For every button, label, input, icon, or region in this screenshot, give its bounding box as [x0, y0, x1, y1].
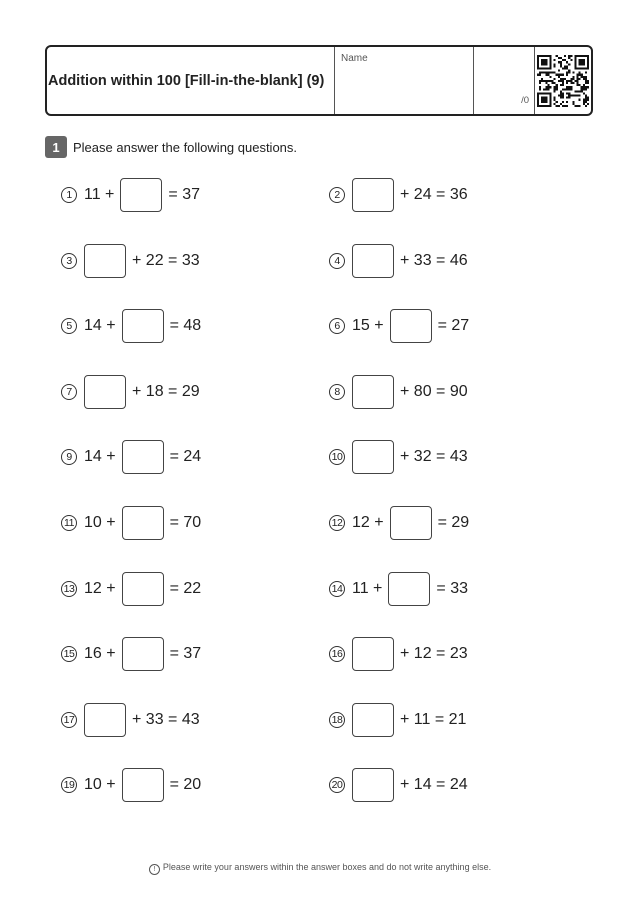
problem-item — [329, 767, 468, 803]
plus-sign: + — [132, 251, 146, 269]
problem-item — [61, 571, 201, 607]
section-number: 1 — [45, 136, 67, 158]
plus-sign: + — [101, 448, 116, 466]
equals-sign: = — [431, 645, 450, 663]
sum: 24 — [449, 776, 468, 794]
plus-sign: + — [132, 382, 146, 400]
answer-box[interactable] — [390, 309, 432, 343]
info-icon: ! — [149, 864, 160, 875]
sum: 23 — [449, 645, 468, 663]
equals-sign: = — [169, 579, 184, 597]
addend: 12 — [413, 645, 432, 663]
problem-number: 11 — [61, 515, 77, 531]
problem-number: 12 — [329, 515, 345, 531]
problem-item — [329, 177, 468, 213]
score-label: /0 — [521, 95, 529, 106]
answer-box[interactable] — [122, 440, 164, 474]
sum: 33 — [450, 579, 468, 597]
addend: 24 — [413, 186, 432, 203]
addend: 18 — [145, 382, 164, 400]
problem-item — [61, 636, 201, 672]
equals-sign: = — [169, 776, 184, 794]
footer-note — [0, 862, 640, 875]
answer-box[interactable] — [352, 244, 394, 278]
problem-number: 4 — [329, 253, 345, 269]
problem-number: 16 — [329, 646, 345, 662]
equals-sign: = — [163, 710, 182, 728]
sum: 43 — [181, 710, 200, 728]
problem-item — [329, 243, 468, 279]
problem-number: 6 — [329, 318, 345, 334]
problem-item — [61, 505, 201, 541]
addend: 14 — [413, 776, 432, 794]
name-field[interactable] — [335, 47, 474, 114]
sum: 22 — [183, 579, 202, 597]
addend: 16 — [84, 645, 102, 663]
problem-number: 5 — [61, 318, 77, 334]
sum: 90 — [449, 382, 468, 400]
problem-item — [329, 505, 469, 541]
answer-box[interactable] — [84, 375, 126, 409]
problem-item — [61, 767, 201, 803]
sum: 33 — [181, 251, 200, 269]
addend: 80 — [413, 382, 432, 400]
answer-box[interactable] — [122, 637, 164, 671]
problem-item — [329, 374, 468, 410]
problem-number: 13 — [61, 581, 77, 597]
equals-sign: = — [169, 448, 184, 466]
equals-sign: = — [431, 382, 450, 400]
problem-number: 10 — [329, 449, 345, 465]
plus-sign: + — [100, 186, 115, 203]
problem-item — [61, 308, 201, 344]
name-label: Name — [341, 53, 368, 64]
addend: 11 — [413, 710, 431, 728]
equals-sign: = — [431, 251, 450, 269]
answer-box[interactable] — [122, 309, 164, 343]
addend: 33 — [145, 710, 164, 728]
addend: 15 — [352, 317, 370, 335]
problem-number: 7 — [61, 384, 77, 400]
equals-sign: = — [163, 382, 182, 400]
problem-number: 1 — [61, 187, 77, 203]
sum: 24 — [183, 448, 202, 466]
addend: 14 — [84, 317, 102, 335]
sum: 29 — [181, 382, 200, 400]
sum: 46 — [449, 251, 468, 269]
addend: 12 — [352, 514, 370, 531]
equals-sign: = — [163, 251, 182, 269]
equals-sign: = — [436, 579, 451, 597]
problem-item — [61, 439, 201, 475]
worksheet-title: Addition within 100 [Fill-in-the-blank] (9) — [47, 47, 335, 114]
problem-item — [329, 636, 468, 672]
problem-item — [329, 439, 468, 475]
sum: 20 — [183, 776, 202, 794]
sum: 70 — [183, 514, 202, 531]
problem-item — [61, 243, 200, 279]
problem-item — [61, 702, 200, 738]
plus-sign: + — [101, 645, 116, 663]
answer-box[interactable] — [390, 506, 432, 540]
answer-box[interactable] — [122, 506, 164, 540]
problem-number: 19 — [61, 777, 77, 793]
answer-box[interactable] — [352, 440, 394, 474]
problem-number: 3 — [61, 253, 77, 269]
problem-item — [329, 571, 468, 607]
problem-item — [329, 702, 466, 738]
sum: 37 — [182, 186, 200, 203]
equals-sign: = — [169, 514, 184, 531]
problem-number: 8 — [329, 384, 345, 400]
plus-sign: + — [369, 514, 384, 531]
problem-number: 17 — [61, 712, 77, 728]
problem-item — [61, 374, 200, 410]
answer-box[interactable] — [84, 244, 126, 278]
equals-sign: = — [437, 317, 452, 335]
problem-number: 9 — [61, 449, 77, 465]
problem-item — [61, 177, 200, 213]
answer-box[interactable] — [352, 375, 394, 409]
plus-sign: + — [101, 579, 116, 597]
plus-sign: + — [400, 448, 414, 466]
addend: 32 — [413, 448, 432, 466]
plus-sign: + — [400, 645, 414, 663]
equals-sign: = — [437, 514, 452, 531]
worksheet-header — [45, 45, 593, 116]
answer-box[interactable] — [352, 768, 394, 802]
equals-sign: = — [169, 317, 184, 335]
plus-sign: + — [368, 579, 383, 597]
section-heading — [45, 136, 297, 158]
answer-box[interactable] — [122, 768, 164, 802]
problem-number: 14 — [329, 581, 345, 597]
addend: 11 — [352, 579, 369, 597]
sum: 43 — [449, 448, 468, 466]
answer-box[interactable] — [122, 572, 164, 606]
equals-sign: = — [431, 448, 450, 466]
sum: 48 — [183, 317, 202, 335]
answer-box[interactable] — [120, 178, 162, 212]
plus-sign: + — [101, 776, 116, 794]
plus-sign: + — [101, 317, 116, 335]
plus-sign: + — [400, 382, 414, 400]
sum: 37 — [183, 645, 202, 663]
equals-sign: = — [431, 186, 450, 203]
qr-code-cell — [535, 47, 591, 114]
section-instruction: Please answer the following questions. — [73, 139, 298, 155]
plus-sign: + — [369, 317, 384, 335]
equals-sign: = — [169, 645, 184, 663]
answer-box[interactable] — [388, 572, 430, 606]
plus-sign: + — [400, 776, 414, 794]
sum: 29 — [451, 514, 470, 531]
sum: 21 — [448, 710, 467, 728]
addend: 11 — [84, 186, 101, 203]
sum: 27 — [451, 317, 470, 335]
score-field — [474, 47, 535, 114]
qr-code-icon — [537, 55, 589, 107]
addend: 12 — [84, 579, 102, 597]
answer-box[interactable] — [352, 178, 394, 212]
answer-box[interactable] — [352, 637, 394, 671]
addend: 33 — [413, 251, 432, 269]
problem-number: 2 — [329, 187, 345, 203]
addend: 14 — [84, 448, 102, 466]
equals-sign: = — [430, 710, 449, 728]
answer-box[interactable] — [84, 703, 126, 737]
plus-sign: + — [132, 710, 146, 728]
sum: 36 — [449, 186, 468, 203]
answer-box[interactable] — [352, 703, 394, 737]
equals-sign: = — [431, 776, 450, 794]
problem-number: 20 — [329, 777, 345, 793]
addend: 10 — [84, 776, 102, 794]
problem-item — [329, 308, 469, 344]
addend: 10 — [84, 514, 102, 531]
footer-text: Please write your answers within the answer boxes and do not write anything else. — [162, 862, 492, 872]
plus-sign: + — [400, 710, 414, 728]
plus-sign: + — [400, 251, 414, 269]
plus-sign: + — [400, 186, 414, 203]
equals-sign: = — [168, 186, 183, 203]
problem-number: 15 — [61, 646, 77, 662]
addend: 22 — [145, 251, 164, 269]
problem-number: 18 — [329, 712, 345, 728]
plus-sign: + — [101, 514, 116, 531]
